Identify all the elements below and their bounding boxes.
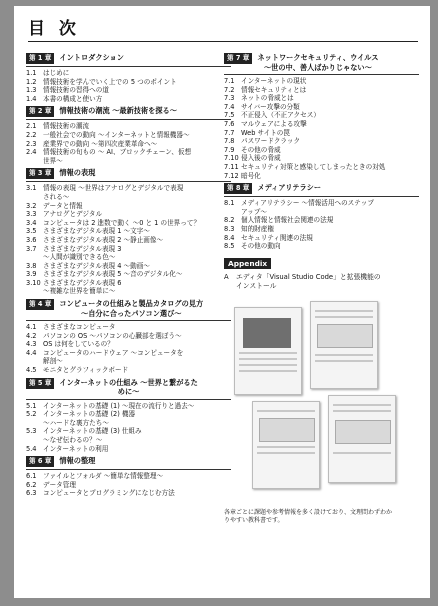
toc-entry[interactable] bbox=[26, 202, 231, 211]
toc-entry-number: 3.2 bbox=[26, 201, 37, 210]
toc-entry[interactable] bbox=[26, 140, 231, 149]
toc-entry[interactable] bbox=[224, 86, 419, 95]
toc-entry-title bbox=[43, 184, 231, 201]
toc-entry-title bbox=[43, 279, 231, 296]
appendix-item-number: A bbox=[224, 272, 229, 281]
toc-entry-line: アナログとデジタル bbox=[43, 210, 103, 219]
toc-entry-title bbox=[43, 340, 231, 349]
toc-entry-number: 1.3 bbox=[26, 86, 37, 95]
toc-entry-line: さまざまなデジタル表現 5 〜音のデジタル化〜 bbox=[43, 270, 183, 279]
chapter-title bbox=[59, 106, 177, 116]
chapter-number-badge: 第 3 章 bbox=[26, 168, 54, 179]
toc-entry-line: 情報技術の潮流 bbox=[43, 122, 90, 131]
toc-entry-title bbox=[43, 78, 231, 87]
chapter-title-line: 〜世の中、善人ばかりじゃない〜 bbox=[263, 62, 372, 72]
toc-entry[interactable] bbox=[26, 472, 231, 481]
toc-entry-line: 侵入後の脅威 bbox=[241, 154, 281, 163]
toc-entry-number: 5.4 bbox=[26, 444, 37, 453]
toc-entry-line: データ管理 bbox=[43, 480, 76, 489]
thumbnail-text-line bbox=[315, 354, 373, 356]
toc-entry-line: モニタとグラフィックボード bbox=[43, 366, 129, 375]
toc-entry[interactable] bbox=[224, 242, 419, 251]
toc-entry-line: コンピュータは 2 進数で動く 〜0 と 1 の世界って？ bbox=[43, 218, 201, 227]
toc-entry-title bbox=[241, 86, 419, 95]
toc-entry-number: 7.4 bbox=[224, 102, 235, 111]
toc-entry-line: データと情報 bbox=[43, 201, 83, 210]
toc-entry-number: 3.9 bbox=[26, 270, 37, 279]
thumbnail-text-line bbox=[239, 370, 297, 372]
toc-entry[interactable] bbox=[26, 122, 231, 131]
toc-entry-line: その他の脅威 bbox=[241, 145, 281, 154]
thumbnail-text-line bbox=[333, 410, 391, 412]
chapter-title bbox=[257, 53, 378, 72]
toc-entry-line: OS は何をしているの？ bbox=[43, 340, 114, 349]
toc-entry-line: 情報技術の旬もの 〜 AI、ブロックチェーン、仮想 bbox=[43, 148, 192, 157]
toc-entry-number: 7.2 bbox=[224, 85, 235, 94]
toc-entry[interactable] bbox=[26, 402, 231, 411]
toc-entry[interactable] bbox=[26, 270, 231, 279]
toc-entry[interactable] bbox=[224, 111, 419, 120]
toc-entry-number: 3.7 bbox=[26, 244, 37, 253]
toc-entry-line: ネットの脅威とは bbox=[241, 94, 294, 103]
chapter-heading[interactable] bbox=[26, 106, 231, 117]
toc-entry-line: サイバー攻撃の分類 bbox=[241, 102, 300, 111]
toc-entry-title bbox=[43, 270, 231, 279]
toc-entry-line: セキュリティ関連の法規 bbox=[241, 233, 313, 242]
chapter-title bbox=[59, 299, 203, 318]
toc-entry[interactable] bbox=[26, 366, 231, 375]
toc-entry-line: さまざまなデジタル表現 3 bbox=[43, 244, 122, 253]
toc-entry-number: 7.5 bbox=[224, 111, 235, 120]
appendix-caption-line: 各章ごとに課題や参考情報を多く設けており、文理問わずわか bbox=[224, 508, 393, 516]
toc-entry-number: 4.2 bbox=[26, 331, 37, 340]
appendix-screenshot-thumbnail bbox=[234, 307, 302, 395]
toc-entry-title bbox=[43, 472, 231, 481]
toc-entry[interactable] bbox=[26, 340, 231, 349]
chapter-rule bbox=[224, 196, 419, 197]
toc-entry-number: 7.12 bbox=[224, 171, 239, 180]
toc-entry-number: 7.1 bbox=[224, 77, 235, 85]
chapter-rule bbox=[26, 66, 231, 67]
toc-entry-title bbox=[241, 225, 419, 234]
toc-entry-line: ファイルとフォルダ 〜簡単な情報整理〜 bbox=[43, 472, 164, 481]
thumbnail-text-line bbox=[333, 404, 391, 406]
appendix-screenshot-thumbnail bbox=[310, 301, 378, 389]
toc-entry-number: 4.5 bbox=[26, 366, 37, 375]
toc-entry[interactable] bbox=[224, 77, 419, 86]
toc-entry-line: 解剖〜 bbox=[43, 357, 63, 366]
toc-entry-line: その他の動向 bbox=[241, 242, 281, 251]
toc-entry-title bbox=[43, 445, 231, 454]
toc-entry-line: 〜人間が識別できる色〜 bbox=[43, 253, 116, 262]
toc-entry[interactable] bbox=[224, 137, 419, 146]
toc-entry-line: Web サイトの罠 bbox=[241, 128, 290, 137]
toc-entry-title bbox=[43, 69, 231, 78]
toc-entry-number: 3.5 bbox=[26, 227, 37, 236]
thumbnail-window bbox=[317, 324, 373, 348]
toc-entry-line: メディアリテラシー 〜情報活用へのステップ bbox=[241, 199, 374, 208]
chapter-title-line: 情報技術の潮流 〜最新技術を探る〜 bbox=[59, 106, 177, 116]
appendix-item-line: エディタ「Visual Studio Code」と拡張機能の bbox=[236, 272, 381, 281]
toc-entry[interactable] bbox=[26, 323, 231, 332]
toc-entry-number: 5.2 bbox=[26, 410, 37, 419]
toc-entry-title bbox=[43, 227, 231, 236]
appendix-badge: Appendix bbox=[224, 258, 271, 269]
toc-entry-title bbox=[241, 120, 419, 129]
toc-entry[interactable] bbox=[26, 131, 231, 140]
toc-entry-line: インターネットの基礎 (3) 仕組み bbox=[43, 427, 142, 436]
toc-entry-line: インターネットの現状 bbox=[241, 77, 307, 85]
toc-entry-title bbox=[43, 332, 231, 341]
toc-entry-line: さまざまなデジタル表現 4 〜動画〜 bbox=[43, 261, 150, 270]
toc-entry-number: 4.3 bbox=[26, 340, 37, 349]
toc-entry-line: コンピュータのハードウェア 〜コンピュータを bbox=[43, 348, 184, 357]
toc-entry[interactable] bbox=[26, 349, 231, 366]
toc-entry-number: 7.11 bbox=[224, 162, 239, 171]
appendix-screenshots bbox=[224, 297, 419, 505]
toc-entry-number: 6.3 bbox=[26, 489, 37, 498]
toc-entry-number: 8.3 bbox=[224, 224, 235, 233]
toc-entry[interactable] bbox=[224, 216, 419, 225]
toc-entry[interactable] bbox=[26, 445, 231, 454]
chapter-title bbox=[59, 456, 95, 466]
page-title: 目 次 bbox=[28, 19, 80, 39]
toc-entry-line: さまざまなデジタル表現 2 〜静止画像〜 bbox=[43, 235, 164, 244]
toc-entry-line: 〜なぜ伝わるの？〜 bbox=[43, 436, 103, 444]
chapter-title bbox=[257, 183, 321, 193]
chapter-rule bbox=[26, 399, 231, 400]
toc-entry-number: 1.4 bbox=[26, 94, 37, 103]
toc-entry-line: インターネットの基礎 (2) 機器 bbox=[43, 410, 136, 419]
chapter-number-badge: 第 2 章 bbox=[26, 106, 54, 117]
chapter-rule bbox=[224, 74, 419, 75]
toc-entry-line: 暗号化 bbox=[241, 171, 261, 180]
chapter-title-line: めに〜 bbox=[117, 387, 140, 397]
toc-entry[interactable] bbox=[224, 154, 419, 163]
toc-entry-title bbox=[43, 86, 231, 95]
thumbnail-text-line bbox=[315, 316, 373, 318]
toc-entry-number: 8.1 bbox=[224, 199, 235, 208]
toc-entry-line: さまざまなデジタル表現 6 bbox=[43, 278, 122, 287]
toc-entry[interactable] bbox=[26, 210, 231, 219]
toc-entry-title bbox=[241, 163, 419, 172]
chapter-number-badge: 第 7 章 bbox=[224, 53, 252, 64]
title-rule bbox=[28, 41, 418, 42]
chapter-title-line: イントロダクション bbox=[59, 53, 124, 62]
toc-entry[interactable] bbox=[26, 86, 231, 95]
chapter-title-line: インターネットの仕組み 〜世界と繋がるた bbox=[59, 377, 198, 387]
toc-entry-number: 4.4 bbox=[26, 348, 37, 357]
toc-entry[interactable] bbox=[224, 94, 419, 103]
appendix-item-line: インストール bbox=[236, 281, 277, 290]
toc-entry-line: 情報の表現 〜世界はアナログとデジタルで表現 bbox=[43, 184, 184, 193]
toc-entry-number: 7.9 bbox=[224, 145, 235, 154]
toc-entry-number: 2.4 bbox=[26, 148, 37, 157]
toc-entry-line: 個人情報と情報社会関連の法規 bbox=[241, 216, 334, 225]
toc-entry[interactable] bbox=[224, 129, 419, 138]
toc-entry-line: さまざまなデジタル表現 1 〜文字〜 bbox=[43, 227, 150, 236]
toc-entry-number: 7.3 bbox=[224, 94, 235, 103]
toc-entry-line: マルウェアによる攻撃 bbox=[241, 119, 307, 128]
toc-left-column bbox=[26, 50, 231, 498]
appendix-item-title bbox=[236, 273, 381, 291]
toc-entry-title bbox=[43, 245, 231, 262]
thumbnail-text-line bbox=[315, 310, 373, 312]
toc-entry[interactable] bbox=[26, 148, 231, 165]
thumbnail-text-line bbox=[239, 358, 297, 360]
chapter-title bbox=[59, 168, 95, 178]
toc-entry-title bbox=[43, 95, 231, 104]
thumbnail-text-line bbox=[239, 352, 297, 354]
appendix-caption bbox=[224, 509, 419, 525]
toc-entry-number: 3.3 bbox=[26, 210, 37, 219]
toc-entry-title bbox=[43, 262, 231, 271]
toc-entry-title bbox=[43, 489, 231, 498]
toc-entry-title bbox=[43, 427, 231, 444]
toc-entry-number: 1.2 bbox=[26, 77, 37, 86]
toc-entry-line: アップ〜 bbox=[241, 207, 267, 216]
toc-entry[interactable] bbox=[224, 163, 419, 172]
chapter-title-line: ネットワークセキュリティ、ウイルス bbox=[257, 53, 379, 62]
toc-entry-line: さまざまなコンピュータ bbox=[43, 323, 116, 332]
toc-entry-line: 産業界での動向 〜第四次産業革命へ〜 bbox=[43, 139, 158, 148]
toc-entry-line: セキュリティ対策と感染してしまったときの対処 bbox=[241, 162, 386, 171]
toc-entry[interactable] bbox=[224, 234, 419, 243]
toc-right-column bbox=[224, 50, 419, 525]
toc-entry-title bbox=[241, 77, 419, 86]
chapter-number-badge: 第 8 章 bbox=[224, 183, 252, 194]
toc-entry-title bbox=[241, 154, 419, 163]
toc-entry-number: 3.6 bbox=[26, 235, 37, 244]
chapter-heading[interactable] bbox=[26, 168, 231, 179]
toc-entry-title bbox=[43, 323, 231, 332]
toc-entry-number: 3.4 bbox=[26, 218, 37, 227]
appendix-item[interactable] bbox=[224, 273, 419, 291]
toc-right-chapters bbox=[224, 53, 419, 251]
chapter-number-badge: 第 4 章 bbox=[26, 299, 54, 310]
toc-entry-title bbox=[43, 202, 231, 211]
toc-entry-number: 8.5 bbox=[224, 242, 235, 251]
thumbnail-text-line bbox=[315, 360, 373, 362]
thumbnail-window bbox=[259, 418, 315, 442]
toc-entry-number: 8.2 bbox=[224, 216, 235, 225]
thumbnail-text-line bbox=[257, 410, 315, 412]
toc-entry-number: 1.1 bbox=[26, 69, 37, 77]
chapter-number-badge: 第 1 章 bbox=[26, 53, 54, 64]
thumbnail-photo bbox=[243, 318, 291, 348]
toc-entry-number: 8.4 bbox=[224, 233, 235, 242]
toc-entry-number: 2.1 bbox=[26, 122, 37, 131]
chapter-title-line: メディアリテラシー bbox=[257, 183, 322, 193]
chapter-title-line: 情報の整理 bbox=[59, 456, 96, 466]
toc-entry-line: 本書の構成と使い方 bbox=[43, 94, 103, 103]
toc-entry-line: 知的財産権 bbox=[241, 224, 274, 233]
toc-entry-line: パソコンの OS 〜パソコンの心臓部を選ぼう〜 bbox=[43, 331, 182, 340]
toc-entry-line: パスワードクラック bbox=[241, 137, 301, 146]
toc-entry-number: 2.3 bbox=[26, 139, 37, 148]
chapter-heading[interactable] bbox=[224, 53, 419, 72]
toc-entry-line: 一般社会での動向 〜インターネットと情報機器〜 bbox=[43, 130, 190, 139]
thumbnail-text-line bbox=[239, 364, 297, 366]
chapter-heading[interactable] bbox=[26, 456, 231, 467]
toc-entry[interactable] bbox=[26, 279, 231, 296]
appendix-screenshot-thumbnail bbox=[252, 401, 320, 489]
toc-entry-number: 3.8 bbox=[26, 261, 37, 270]
thumbnail-text-line bbox=[333, 452, 391, 454]
toc-entry-number: 7.7 bbox=[224, 128, 235, 137]
toc-entry[interactable] bbox=[224, 120, 419, 129]
toc-entry-number: 4.1 bbox=[26, 323, 37, 332]
toc-entry-title bbox=[241, 199, 419, 216]
thumbnail-text-line bbox=[257, 452, 315, 454]
chapter-heading[interactable] bbox=[224, 183, 419, 194]
toc-entry-title bbox=[241, 172, 419, 181]
toc-entry-line: 情報技術の習得への道 bbox=[43, 86, 109, 95]
chapter-title-line: 情報の表現 bbox=[59, 168, 96, 178]
toc-entry-line: される〜 bbox=[43, 192, 70, 201]
toc-entry-line: 〜ハードな裏方たち〜 bbox=[43, 418, 109, 427]
toc-entry-number: 7.8 bbox=[224, 137, 235, 146]
chapter-number-badge: 第 6 章 bbox=[26, 456, 54, 467]
toc-entry-title bbox=[43, 410, 231, 427]
toc-entry-number: 5.1 bbox=[26, 401, 37, 410]
toc-entry-title bbox=[241, 129, 419, 138]
toc-entry[interactable] bbox=[26, 410, 231, 427]
chapter-heading[interactable] bbox=[26, 299, 231, 318]
toc-entry-title bbox=[43, 349, 231, 366]
toc-entry-number: 6.2 bbox=[26, 480, 37, 489]
toc-entry-title bbox=[43, 402, 231, 411]
toc-entry-title bbox=[241, 234, 419, 243]
toc-entry-title bbox=[241, 137, 419, 146]
thumbnail-text-line bbox=[257, 446, 315, 448]
chapter-heading[interactable] bbox=[26, 378, 231, 397]
chapter-title-line: 〜自分に合ったパソコン選び〜 bbox=[81, 308, 182, 318]
toc-entry-line: インターネットの利用 bbox=[43, 444, 109, 453]
chapter-rule bbox=[26, 119, 231, 120]
toc-entry-title bbox=[43, 122, 231, 131]
toc-entry-title bbox=[43, 210, 231, 219]
toc-entry-title bbox=[43, 366, 231, 375]
toc-entry-line: 情報セキュリティとは bbox=[241, 85, 307, 94]
toc-entry-title bbox=[43, 131, 231, 140]
toc-entry[interactable] bbox=[26, 427, 231, 444]
chapter-rule bbox=[26, 469, 231, 470]
toc-entry[interactable] bbox=[26, 227, 231, 236]
toc-entry-line: 〜複雑な世界を簡単に〜 bbox=[43, 287, 116, 296]
chapter-rule bbox=[26, 181, 231, 182]
thumbnail-window bbox=[335, 420, 391, 444]
toc-entry-line: インターネットの基礎 (1) 〜現在の流行りと過去〜 bbox=[43, 401, 195, 410]
toc-entry[interactable] bbox=[26, 69, 231, 78]
toc-entry-line: 情報技術を学んでいく上での 5 つのポイント bbox=[43, 77, 177, 86]
appendix-caption-line: りやすい教科書です。 bbox=[224, 516, 284, 524]
toc-entry-title bbox=[43, 148, 231, 165]
toc-entry-title bbox=[43, 140, 231, 149]
chapter-number-badge: 第 5 章 bbox=[26, 378, 54, 389]
chapter-title bbox=[59, 378, 197, 397]
chapter-title bbox=[59, 53, 124, 63]
toc-entry[interactable] bbox=[26, 236, 231, 245]
toc-entry[interactable] bbox=[224, 199, 419, 216]
toc-entry[interactable] bbox=[26, 262, 231, 271]
toc-entry[interactable] bbox=[26, 489, 231, 498]
toc-entry-title bbox=[241, 242, 419, 251]
toc-entry[interactable] bbox=[26, 95, 231, 104]
toc-entry-number: 3.1 bbox=[26, 184, 37, 193]
toc-entry[interactable] bbox=[224, 225, 419, 234]
toc-entry-number: 7.6 bbox=[224, 119, 235, 128]
toc-entry-title bbox=[241, 94, 419, 103]
toc-entry-line: はじめに bbox=[43, 69, 70, 77]
toc-entry-line: 世界〜 bbox=[43, 156, 63, 165]
toc-entry-title bbox=[43, 236, 231, 245]
chapter-rule bbox=[26, 320, 231, 321]
toc-entry-line: 不正侵入（不正アクセス） bbox=[241, 111, 320, 120]
toc-entry[interactable] bbox=[26, 332, 231, 341]
toc-entry-title bbox=[241, 216, 419, 225]
toc-entry-number: 6.1 bbox=[26, 472, 37, 481]
chapter-title-line: コンピュータの仕組みと製品カタログの見方 bbox=[59, 299, 204, 309]
toc-entry[interactable] bbox=[26, 184, 231, 201]
toc-entry-number: 3.10 bbox=[26, 278, 41, 287]
toc-entry-line: コンピュータとプログラミングになじむ方法 bbox=[43, 489, 175, 498]
toc-entry[interactable] bbox=[224, 172, 419, 181]
toc-entry-title bbox=[241, 111, 419, 120]
toc-entry-number: 2.2 bbox=[26, 130, 37, 139]
document-page bbox=[14, 6, 430, 598]
toc-entry[interactable] bbox=[26, 245, 231, 262]
chapter-heading[interactable] bbox=[26, 53, 231, 64]
toc-entry-number: 7.10 bbox=[224, 154, 239, 163]
toc-entry[interactable] bbox=[26, 78, 231, 87]
toc-entry-number: 5.3 bbox=[26, 427, 37, 436]
appendix-screenshot-thumbnail bbox=[328, 395, 396, 483]
